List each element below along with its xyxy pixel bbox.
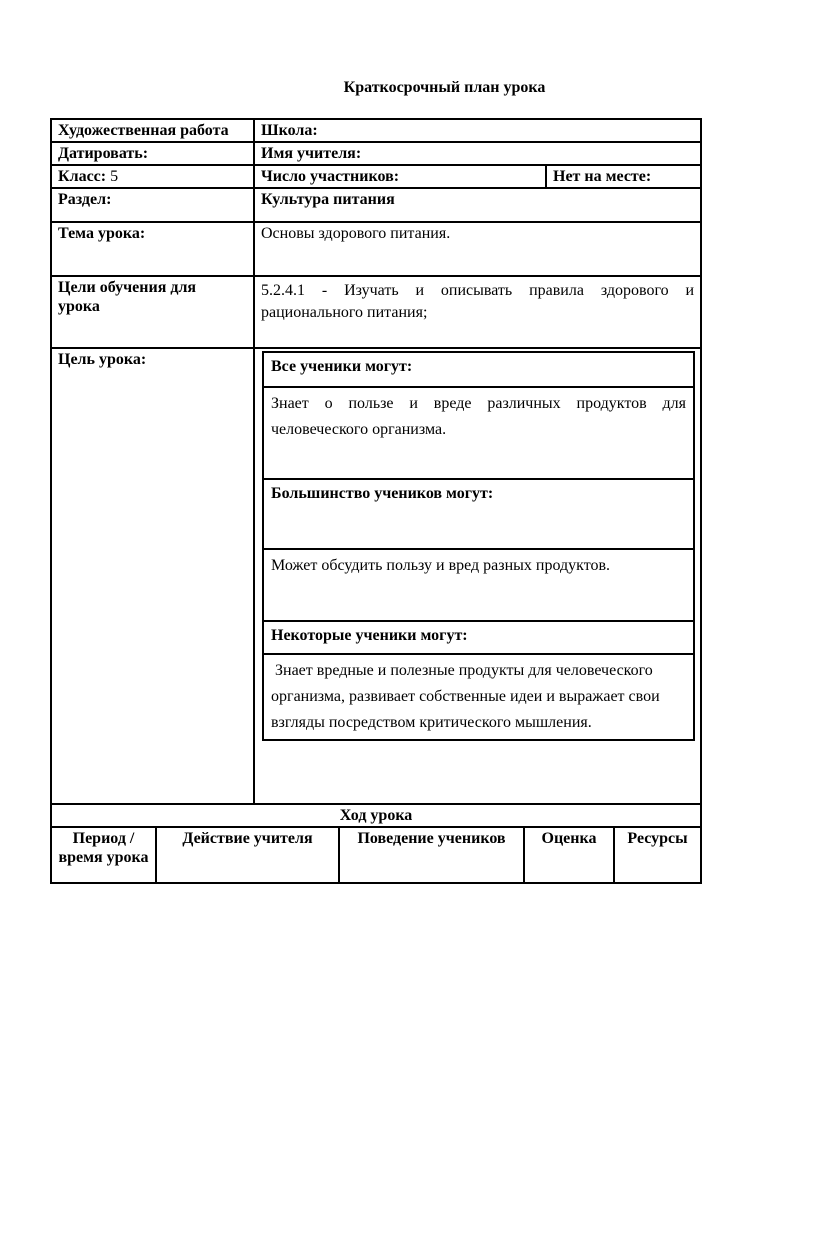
lesson-goal-cell [254, 348, 701, 804]
lesson-goal-label: Цель урока: [51, 348, 254, 804]
table-row [263, 387, 694, 479]
table-row [51, 276, 701, 348]
most-learners-header: Большинство учеников могут: [263, 479, 694, 549]
some-learners-body: Знает вредные и полезные продукты для человеческого организма, развивает собственные идеи и выражает свои взгляды посредством критического мышления. [271, 662, 664, 731]
teacher-name-label: Имя учителя: [254, 142, 701, 165]
participants-label: Число участников: [254, 165, 546, 188]
course-of-lesson-header: Ход урока [51, 804, 701, 827]
some-learners-cell [263, 654, 694, 740]
table-row [51, 142, 701, 165]
class-cell [51, 165, 254, 188]
date-label: Датировать: [51, 142, 254, 165]
table-row [51, 119, 701, 142]
column-period-time: Период / время урока [51, 827, 156, 883]
table-row [51, 804, 701, 827]
absent-label: Нет на месте: [546, 165, 701, 188]
topic-value: Основы здорового питания. [254, 222, 701, 276]
table-row [51, 165, 701, 188]
most-learners-body: Может обсудить пользу и вред разных продуктов. [271, 557, 611, 574]
table-row [263, 654, 694, 740]
all-learners-body: Знает о пользе и вреде различных продуктов для человеческого организма. [271, 395, 686, 438]
artwork-label: Художественная работа [51, 119, 254, 142]
most-learners-cell [263, 549, 694, 621]
table-row [263, 549, 694, 621]
table-row [263, 621, 694, 654]
table-row [263, 479, 694, 549]
section-label: Раздел: [51, 188, 254, 222]
lesson-plan-table [50, 118, 702, 884]
section-value: Культура питания [254, 188, 701, 222]
school-label: Школа: [254, 119, 701, 142]
all-learners-header: Все ученики могут: [263, 352, 694, 387]
learning-objectives-value [254, 276, 701, 348]
table-row [51, 188, 701, 222]
column-teacher-actions: Действие учителя [156, 827, 339, 883]
class-label: Класс: [58, 168, 107, 185]
learning-objective-text: 5.2.4.1 - Изучать и описывать правила здорового и рационального питания; [261, 282, 695, 321]
topic-label: Тема урока: [51, 222, 254, 276]
some-learners-header: Некоторые ученики могут: [263, 621, 694, 654]
table-row [51, 827, 701, 883]
all-learners-cell [263, 387, 694, 479]
document-title: Краткосрочный план урока [343, 79, 546, 96]
learning-objectives-label: Цели обучения для урока [51, 276, 254, 348]
column-student-behavior: Поведение учеников [339, 827, 524, 883]
table-row [263, 352, 694, 387]
table-row [51, 222, 701, 276]
column-assessment: Оценка [524, 827, 614, 883]
column-resources: Ресурсы [614, 827, 701, 883]
differentiation-table [262, 351, 695, 741]
table-row [51, 348, 701, 804]
class-value: 5 [110, 168, 119, 185]
